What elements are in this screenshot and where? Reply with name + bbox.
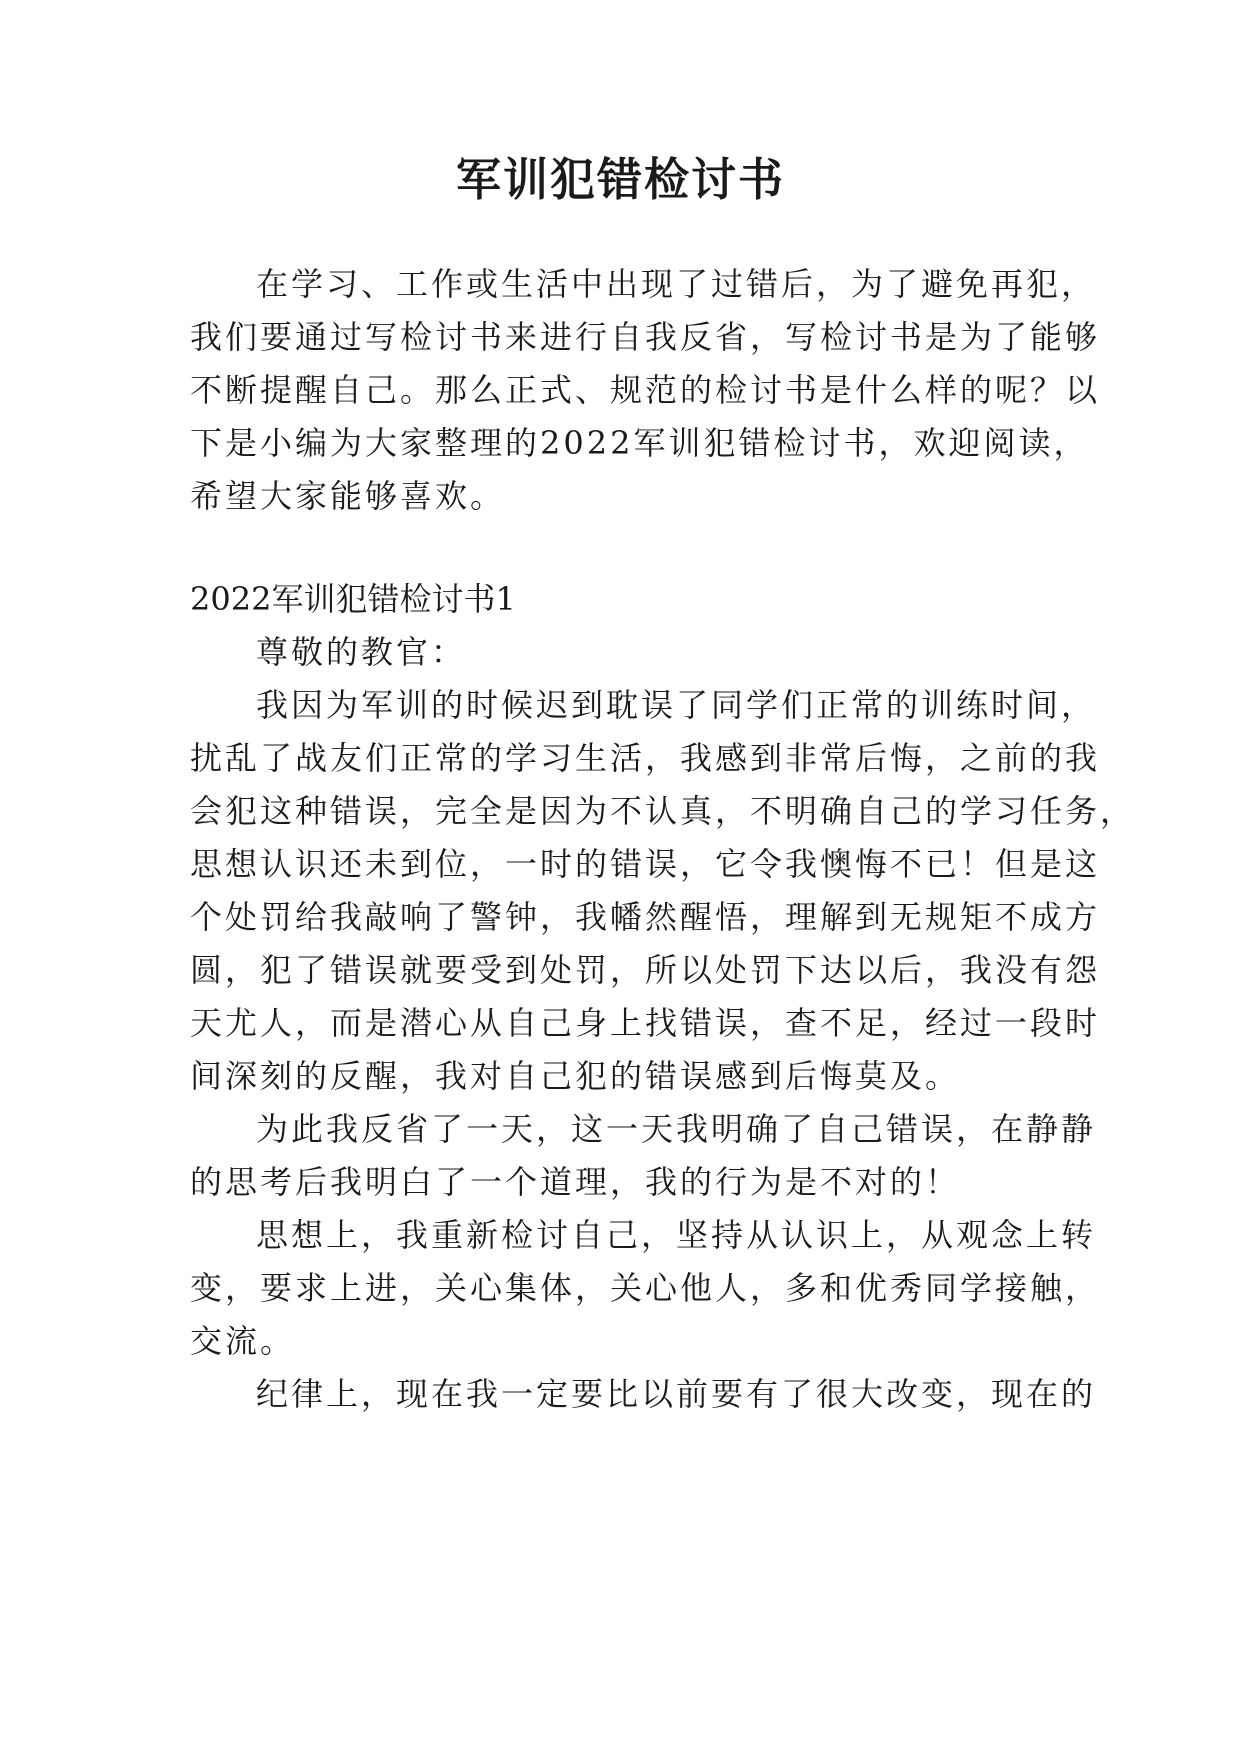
intro-line: 不断提醒自己。那么正式、规范的检讨书是什么样的呢？以 [190, 371, 1101, 409]
document-title: 军训犯错检讨书 [455, 153, 785, 206]
body-line: 为此我反省了一天，这一天我明确了自己错误，在静静 [256, 1110, 1097, 1148]
body-line: 天尤人，而是潜心从自己身上找错误，查不足，经过一段时 [190, 1004, 1101, 1042]
body-line: 交流。 [190, 1322, 296, 1360]
body-line: 间深刻的反醒，我对自己犯的错误感到后悔莫及。 [190, 1057, 961, 1095]
body-line: 思想认识还未到位，一时的错误，它令我懊悔不已！但是这 [190, 845, 1101, 883]
body-line: 扰乱了战友们正常的学习生活，我感到非常后悔，之前的我 [190, 739, 1101, 777]
intro-line: 下是小编为大家整理的2022军训犯错检讨书，欢迎阅读， [190, 424, 1089, 462]
body-line: 会犯这种错误，完全是因为不认真，不明确自己的学习任务， [190, 792, 1136, 830]
body-line: 圆，犯了错误就要受到处罚，所以处罚下达以后，我没有怨 [190, 951, 1101, 989]
body-line: 的思考后我明白了一个道理，我的行为是不对的！ [190, 1163, 961, 1201]
salutation: 尊敬的教官： [256, 633, 467, 671]
body-line: 变，要求上进，关心集体，关心他人，多和优秀同学接触， [190, 1269, 1101, 1307]
body-line: 个处罚给我敲响了警钟，我幡然醒悟，理解到无规矩不成方 [190, 898, 1101, 936]
intro-line: 在学习、工作或生活中出现了过错后，为了避免再犯， [256, 265, 1097, 303]
intro-line: 我们要通过写检讨书来进行自我反省，写检讨书是为了能够 [190, 318, 1101, 356]
body-line: 我因为军训的时候迟到耽误了同学们正常的训练时间， [256, 686, 1097, 724]
intro-line: 希望大家能够喜欢。 [190, 477, 506, 515]
section-heading: 2022军训犯错检讨书1 [190, 580, 516, 618]
body-line: 思想上，我重新检讨自己，坚持从认识上，从观念上转 [256, 1216, 1097, 1254]
body-line: 纪律上，现在我一定要比以前要有了很大改变，现在的 [256, 1375, 1097, 1413]
